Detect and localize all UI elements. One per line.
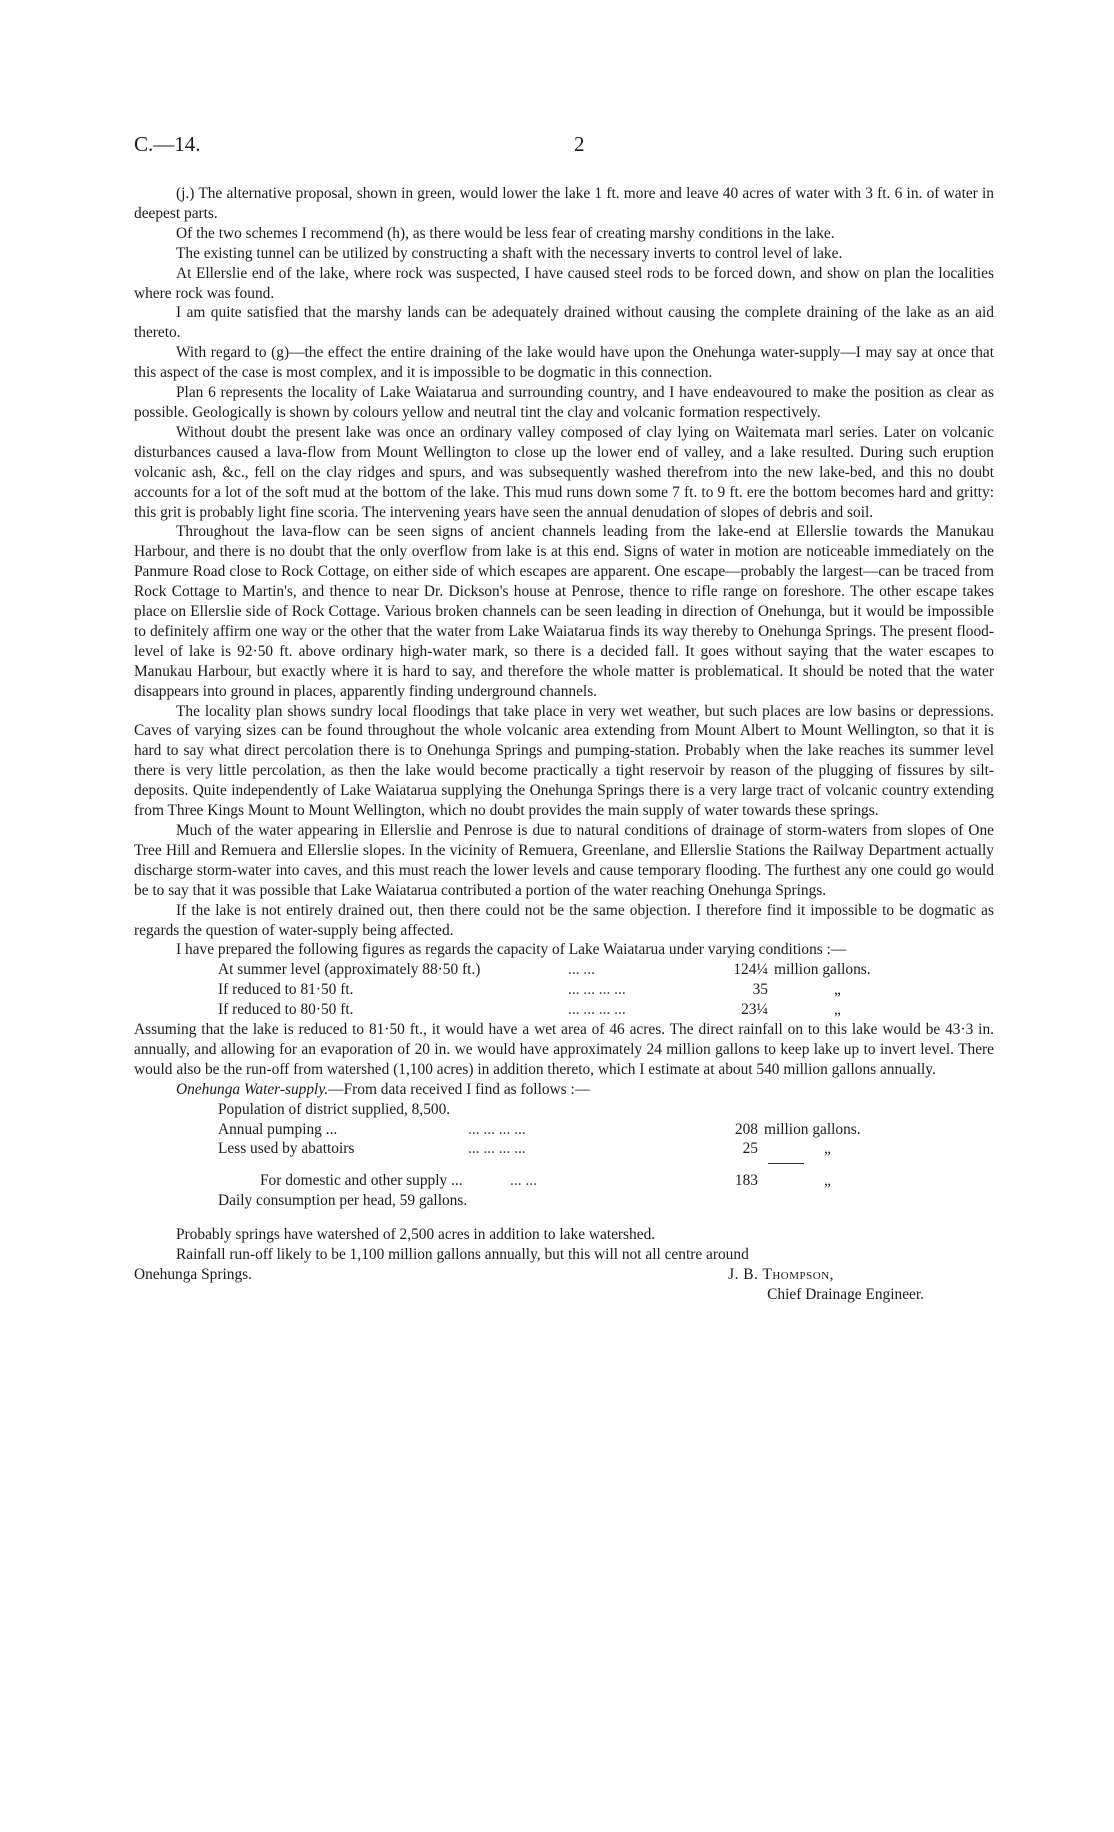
table-row [176,1191,994,1211]
paragraph: The locality plan shows sundry local floodings that take place in very wet weather, but such places are low basins or depressions. Caves of varying sizes can be found throughout the whole volcanic area extending from Mount Albert to Mount Wellington, so that it is hard to say what direct percolation there is to Onehunga Springs and pumping-station. Probably when the lake reaches its summer level there is very little percolation, as then the lake would become practically a tight reservoir by reason of the plugging of fissures by silt-deposits. Quite independently of Lake Waiatarua supplying the Onehunga Springs there is a very large tract of volcanic country extending from Three Kings Mount to Mount Wellington, which no doubt provides the main supply of water towards these springs. [134,702,994,820]
paragraph-tail: Onehunga Springs. [134,1265,252,1283]
supply-value: 25 [742,1140,758,1158]
paragraph: Throughout the lava-flow can be seen signs of ancient channels leading from the lake-end at Ellerslie towards the Manukau Harbour, and there is no doubt that the only overflow from lake is at this end. Signs of water in motion are noticeable immediately on the Panmure Road close to Rock Cottage, on either side of which escapes are apparent. One escape—probably the largest—can be traced from Rock Cottage to Martin's, and thence to near Dr. Dickson's house at Penrose, thence to rifle range on foreshore. The other escape takes place on Ellerslie side of Rock Cottage. Various broken channels can be seen leading in direction of Onehunga, but it would be impossible to definitely affirm one way or the other that the water from Lake Waiatarua finds its way thereby to Onehunga Springs. The present flood-level of lake is 92·50 ft. above ordinary high-water mark, so there is a decided fall. It goes without saying that the water escapes to Manukau Harbour, but exactly where it is hard to say, and therefore the whole matter is problematical. It should be noted that the water disappears into ground in places, apparently finding underground channels. [134,523,994,700]
leader-dots: ... ... ... ... [568,1001,626,1019]
paragraph: Without doubt the present lake was once an ordinary valley composed of clay lying on Waitemata marl series. Later on volcanic disturbances caused a lava-flow from Mount Wellington to close up the lower end of valley, and a lake resulted. During such eruption volcanic ash, &c., fell on the clay ridges and spurs, and was subsequently washed therefrom into the new lake-bed, and this no doubt accounts for a lot of the soft mud at the bottom of the lake. This mud runs down some 7 ft. to 9 ft. ere the bottom becomes hard and gritty: this grit is probably light fine scoria. The intervening years have seen the annual denudation of slopes of debris and soil. [134,423,994,521]
section-intro: —From data received I find as follows :— [328,1080,591,1098]
leader-dots: ... ... ... ... [468,1120,526,1138]
paragraph: Much of the water appearing in Ellerslie and Penrose is due to natural conditions of drainage of storm-waters from slopes of One Tree Hill and Remuera and Ellerslie slopes. In the vicinity of Remuera, Greenlane, and Ellerslie Stations the Railway Department actually discharge storm-water into caves, and this must reach the lower levels and cause temporary flooding. The furthest any one could go would be to say that it was possible that Lake Waiatarua contributed a portion of the water reaching Onehunga Springs. [134,822,994,899]
capacity-value: 23¼ [741,1001,768,1019]
signature-name: J. B. Thompson, [728,1265,834,1283]
capacity-condition: If reduced to 80·50 ft. [218,1001,354,1019]
page-number: 2 [574,132,585,156]
population-line: Population of district supplied, 8,500. [218,1100,451,1118]
signature-line [134,1265,994,1285]
table-row [176,1139,994,1159]
signature-title: Chief Drainage Engineer. [767,1285,924,1303]
water-supply-table [134,1100,994,1211]
capacity-unit: „ [834,981,841,999]
capacity-unit: million gallons. [774,961,871,979]
paragraph: (j.) The alternative proposal, shown in green, would lower the lake 1 ft. more and leave 40 acres of water with 3 ft. 6 in. of water in deepest parts. [134,185,994,222]
paragraph: I have prepared the following figures as regards the capacity of Lake Waiatarua under varying conditions :— [176,941,847,959]
supply-unit: million gallons. [764,1120,861,1138]
paragraph: Of the two schemes I recommend (h), as there would be less fear of creating marshy conditions in the lake. [176,224,835,242]
supply-item: Less used by abattoirs [218,1140,355,1158]
total-rule [768,1163,804,1164]
total-rule-row [176,1159,994,1171]
table-row [176,1100,994,1120]
supply-unit: „ [824,1140,831,1158]
report-body [134,184,994,1305]
supply-value: 183 [734,1172,758,1190]
table-row [176,1171,994,1191]
supply-item: For domestic and other supply ... [260,1172,463,1190]
capacity-table [134,960,994,1020]
leader-dots: ... ... ... ... [568,981,626,999]
water-supply-intro [134,1080,994,1100]
page-header [134,132,994,162]
table-row [134,960,994,980]
capacity-condition: If reduced to 81·50 ft. [218,981,354,999]
capacity-condition: At summer level (approximately 88·50 ft.) [218,961,481,979]
paragraph: Plan 6 represents the locality of Lake Waiatarua and surrounding country, and I have endeavoured to make the position as clear as possible. Geologically is shown by colours yellow and neutral tint the clay and volcanic formation respectively. [134,384,994,421]
document-reference: C.—14. [134,132,201,156]
paragraph: At Ellerslie end of the lake, where rock was suspected, I have caused steel rods to be forced down, and show on plan the localities where rock was found. [134,264,994,302]
supply-value: 208 [734,1120,758,1138]
supply-item: Annual pumping ... [218,1120,338,1138]
paragraph: I am quite satisfied that the marshy lands can be adequately drained without causing the complete draining of the lake as an aid thereto. [134,304,994,342]
paragraph: Assuming that the lake is reduced to 81·50 ft., it would have a wet area of 46 acres. The direct rainfall on to this lake would be 43·3 in. annually, and allowing for an evaporation of 20 in. we would have approximately 24 million gallons to keep lake up to invert level. There would also be the run-off from watershed (1,100 acres) in addition thereto, which I estimate at about 540 million gallons annually. [134,1021,994,1078]
paragraph: Probably springs have watershed of 2,500 acres in addition to lake watershed. [176,1226,656,1244]
supply-unit: „ [824,1172,831,1190]
paragraph: With regard to (g)—the effect the entire draining of the lake would have upon the Onehunga water-supply—I may say at once that this aspect of the case is most complex, and it is impossible to be dogmatic in this connection. [134,344,994,382]
table-row [176,1120,994,1140]
section-heading: Onehunga Water-supply. [176,1080,329,1098]
leader-dots: ... ... [510,1172,537,1190]
paragraph: The existing tunnel can be utilized by constructing a shaft with the necessary inverts to control level of lake. [176,244,843,262]
leader-dots: ... ... [568,961,595,979]
paragraph: If the lake is not entirely drained out, then there could not be the same objection. I therefore find it impossible to be dogmatic as regards the question of water-supply being affected. [134,901,994,939]
table-row [134,980,994,1000]
capacity-unit: „ [834,1001,841,1019]
spacer [134,1211,994,1225]
consumption-line: Daily consumption per head, 59 gallons. [218,1192,468,1210]
capacity-value: 124¼ [733,961,768,979]
paragraph: Rainfall run-off likely to be 1,100 million gallons annually, but this will not all centre around [176,1246,749,1263]
table-row [134,1000,994,1020]
leader-dots: ... ... ... ... [468,1140,526,1158]
capacity-value: 35 [752,981,768,999]
